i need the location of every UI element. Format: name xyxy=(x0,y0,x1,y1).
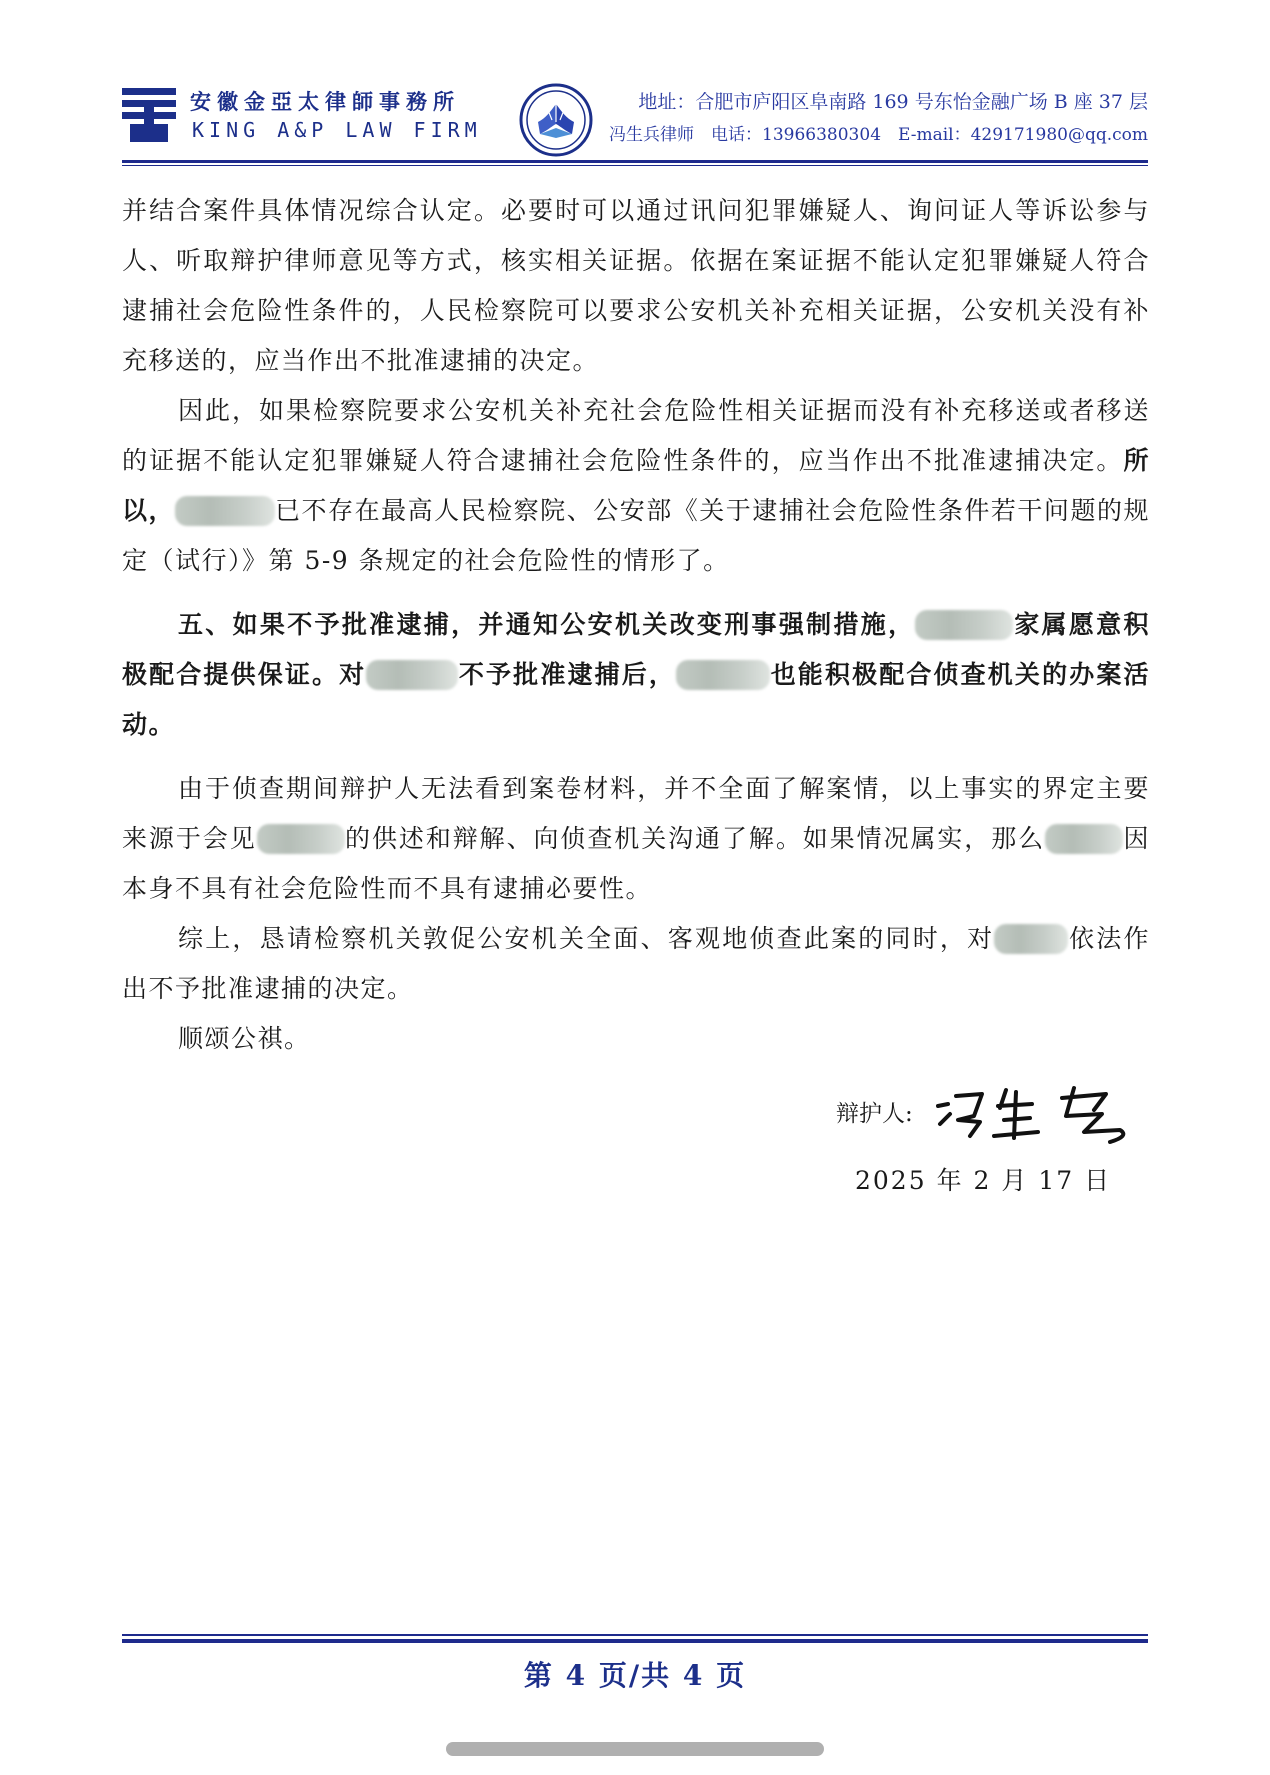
redacted-name xyxy=(915,610,1013,640)
redacted-name xyxy=(676,660,770,690)
paragraph-text: 依法作出不予批准逮捕的决定。 xyxy=(122,924,1150,1003)
footer-divider-thin xyxy=(122,1634,1148,1636)
redacted-name xyxy=(175,496,275,526)
firm-name-chinese: 安徽金亞太律師事務所 xyxy=(190,89,460,114)
page-number: 第 4 页/共 4 页 xyxy=(523,1659,747,1692)
firm-name-english: KING A&P LAW FIRM xyxy=(192,118,482,142)
paragraph-closing xyxy=(122,1014,1150,1064)
paragraph-text: 已不存在最高人民检察院、公安部《关于逮捕社会危险性条件若干问题的规定（试行）》第 5-9 条规定的社会危险性的情形了。 xyxy=(122,496,1150,575)
home-indicator-bar[interactable] xyxy=(446,1742,824,1756)
header-divider xyxy=(122,160,1148,163)
redacted-name xyxy=(366,660,458,690)
signature-label: 辩护人: xyxy=(836,1101,913,1127)
paragraph-criteria xyxy=(122,186,1150,386)
book-emblem-icon xyxy=(518,82,594,158)
redacted-name xyxy=(1045,824,1123,854)
paragraph-text: 并结合案件具体情况综合认定。必要时可以通过讯问犯罪嫌疑人、询问证人等诉讼参与人、听取辩护律师意见等方式，核实相关证据。依据在案证据不能认定犯罪嫌疑人符合逮捕社会危险性条件的，人民检察院可以要求公安机关补充相关证据，公安机关没有补充移送的，应当作出不批准逮捕的决定。 xyxy=(122,196,1150,375)
paragraph-text: 的供述和辩解、向侦查机关沟通了解。如果情况属实，那么 xyxy=(344,824,1046,853)
firm-logo-icon xyxy=(122,88,176,142)
firm-address: 地址：合肥市庐阳区阜南路 169 号东怡金融广场 B 座 37 层 xyxy=(638,91,1148,113)
paragraph-text: 因此，如果检察院要求公安机关补充社会危险性相关证据而没有补充移送或者移送的证据不能认定犯罪嫌疑人符合逮捕社会危险性条件的，应当作出不批准逮捕决定。 xyxy=(122,396,1150,475)
paragraph-conclusion xyxy=(122,386,1150,586)
paragraph-text: 综上，恳请检察机关敦促公安机关全面、客观地侦查此案的同时，对 xyxy=(178,924,995,953)
signature-date: 2025 年 2 月 17 日 xyxy=(855,1166,1112,1195)
section-text: 也能积极配合侦查机关的办案活动。 xyxy=(122,660,1150,739)
letter-body xyxy=(122,186,1150,1064)
paragraph-gap xyxy=(122,750,1150,764)
letterhead xyxy=(122,82,1148,158)
closing-text: 顺颂公祺。 xyxy=(178,1024,311,1053)
paragraph-disclaimer xyxy=(122,764,1150,914)
section-text: 家属愿意积极配合提供保证。对 xyxy=(122,610,1150,689)
paragraph-gap xyxy=(122,586,1150,600)
paragraph-summary xyxy=(122,914,1150,1014)
paragraph-text: 由于侦查期间辩护人无法看到案卷材料，并不全面了解案情，以上事实的界定主要来源于会见 xyxy=(122,774,1150,853)
section-text: 五、如果不予批准逮捕，并通知公安机关改变刑事强制措施， xyxy=(178,610,916,639)
section-five-heading xyxy=(122,600,1150,750)
section-text: 不予批准逮捕后， xyxy=(458,660,677,689)
handwritten-signature xyxy=(934,1076,1134,1146)
footer-divider xyxy=(122,1639,1148,1643)
bold-lead-in: 所以， xyxy=(122,446,1150,525)
paragraph-text: 因本身不具有社会危险性而不具有逮捕必要性。 xyxy=(122,824,1150,903)
redacted-name xyxy=(257,824,345,854)
redacted-name xyxy=(994,924,1068,954)
header-divider-thin xyxy=(122,165,1148,166)
firm-contact: 冯生兵律师 电话：13966380304 E-mail：429171980@qq.com xyxy=(609,125,1148,145)
